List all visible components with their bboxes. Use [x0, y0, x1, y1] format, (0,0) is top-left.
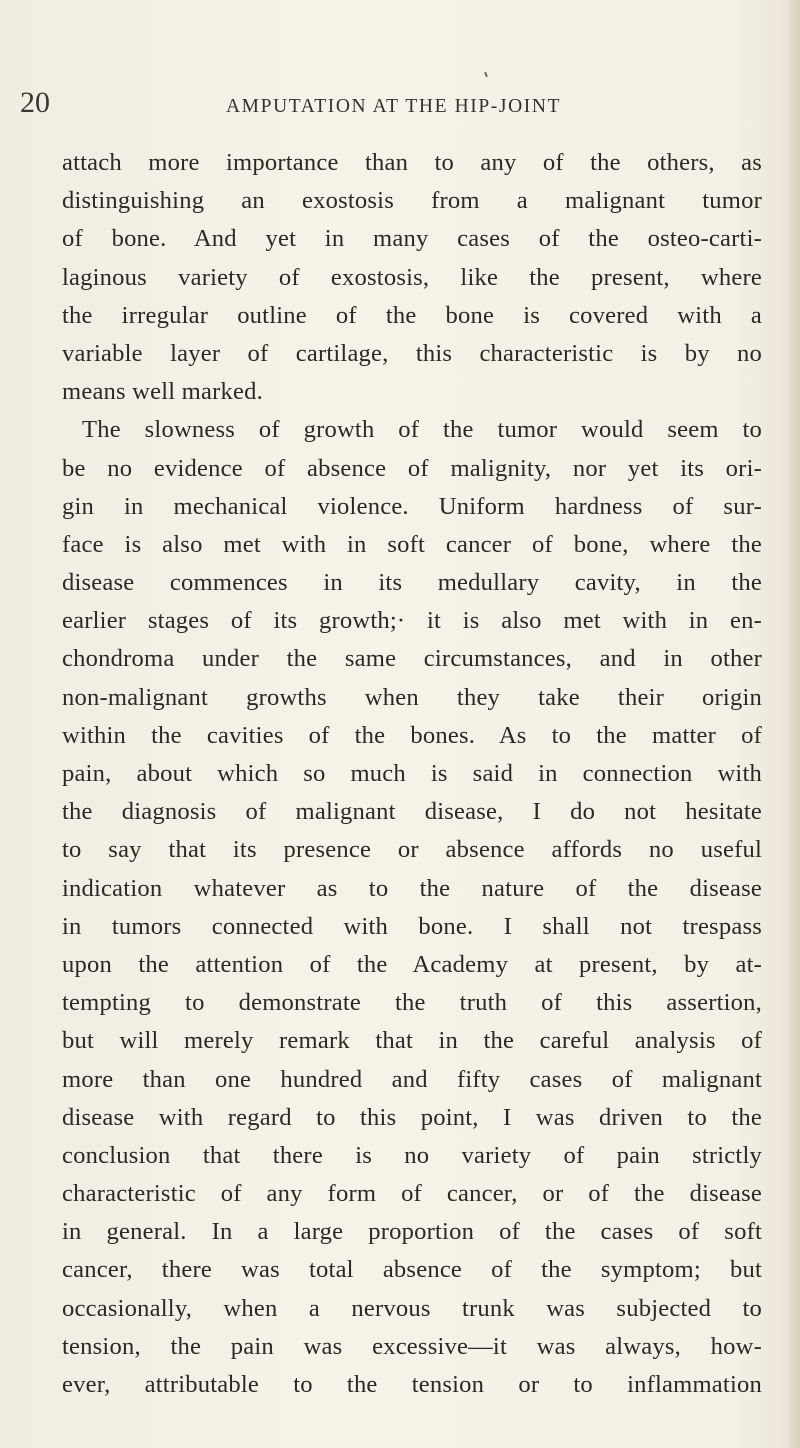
text-line: within the cavities of the bones. As to the matter of [62, 721, 762, 749]
text-line: in general. In a large proportion of the cases of soft [62, 1218, 762, 1246]
text-line: earlier stages of its growth;· it is also met with in en- [62, 607, 762, 635]
page-number: 20 [20, 86, 50, 119]
text-line: attach more importance than to any of the others, as [62, 149, 762, 176]
body-text [62, 144, 762, 1404]
text-line: occasionally, when a nervous trunk was subjected to [62, 1294, 762, 1322]
text-line: the diagnosis of malignant disease, I do not hesitate [62, 798, 762, 826]
text-line: conclusion that there is no variety of pain strictly [62, 1141, 762, 1169]
text-line: the irregular outline of the bone is covered with a [62, 301, 762, 329]
text-line: more than one hundred and fifty cases of malignant [62, 1065, 762, 1093]
text-line: be no evidence of absence of malignity, nor yet its ori- [62, 454, 762, 482]
page-edge-shadow [786, 0, 800, 1448]
text-line: upon the attention of the Academy at present, by at- [62, 950, 762, 978]
text-line: variable layer of cartilage, this characteristic is by no [62, 339, 762, 367]
text-line: characteristic of any form of cancer, or of the disease [62, 1180, 762, 1208]
text-line: of bone. And yet in many cases of the osteo-carti- [62, 225, 762, 253]
text-line: distinguishing an exostosis from a malignant tumor [62, 187, 762, 215]
text-line: chondroma under the same circumstances, and in other [62, 645, 762, 673]
text-line: face is also met with in soft cancer of bone, where the [62, 530, 762, 558]
text-line: cancer, there was total absence of the symptom; but [62, 1256, 762, 1284]
text-line: in tumors connected with bone. I shall not trespass [62, 912, 762, 940]
text-line: but will merely remark that in the careful analysis of [62, 1027, 762, 1055]
text-line: indication whatever as to the nature of the disease [62, 874, 762, 902]
text-line: laginous variety of exostosis, like the present, where [62, 263, 762, 291]
text-line: non-malignant growths when they take their origin [62, 683, 762, 711]
text-line: tempting to demonstrate the truth of this assertion, [62, 989, 762, 1017]
paper-speck [484, 72, 488, 77]
text-line: disease commences in its medullary cavity, in the [62, 569, 762, 597]
text-line: gin in mechanical violence. Uniform hardness of sur- [62, 492, 762, 520]
text-line: to say that its presence or absence affords no useful [62, 836, 762, 864]
text-line: tension, the pain was excessive—it was always, how- [62, 1332, 762, 1360]
text-line: disease with regard to this point, I was driven to the [62, 1103, 762, 1131]
text-line: The slowness of growth of the tumor would seem to [82, 416, 762, 444]
text-line: ever, attributable to the tension or to inflammation [62, 1371, 762, 1398]
text-line: pain, about which so much is said in connection with [62, 760, 762, 787]
running-head: AMPUTATION AT THE HIP-JOINT [226, 96, 562, 117]
text-line: means well marked. [62, 378, 263, 406]
